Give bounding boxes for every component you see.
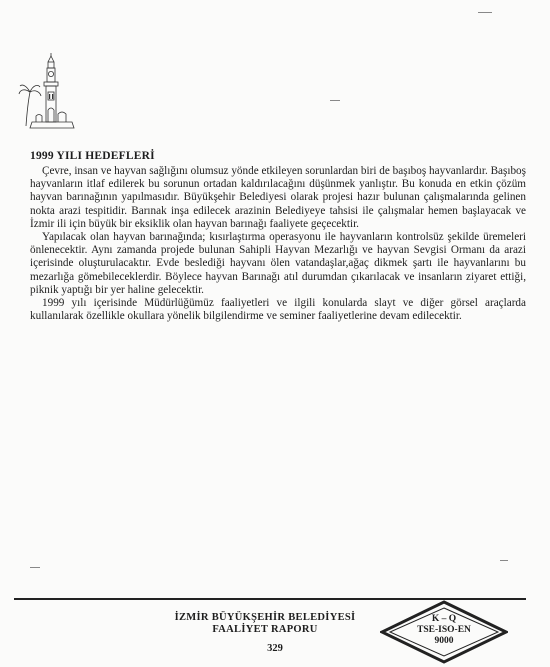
certificate-line-1: K – Q	[431, 614, 457, 624]
paragraph-3: 1999 yılı içerisinde Müdürlüğümüz faaliyetleri ve ilgili konularda slayt ve diğer görsel araçlarda kullanılarak özellikle okullara yönelik bilgilendirme ve seminer faaliyetlerine devam edilecektir.	[30, 297, 526, 323]
page-title: 1999 YILI HEDEFLERİ	[30, 150, 155, 162]
scan-speck	[478, 12, 492, 13]
page-number: 329	[267, 643, 283, 654]
footer-organization	[150, 612, 380, 636]
clock-tower-icon	[18, 52, 80, 130]
body-text	[30, 165, 526, 323]
paragraph-2: Yapılacak olan hayvan barınağında; kısırlaştırma operasyonu ile hayvanların kontrolsüz şekilde üremeleri önlenecektir. Aynı zamanda projede bulunan Sahipli Hayvan Mezarlığı ve hayvan Sevgisi Ormanı da arazi içerisinde oluşturulacaktır. Evde beslediği hayvanı ölen vatandaşlar,ağaç dikmek şartı ile hayvanlarını bu mezarlığa gömebileceklerdir. Böylece hayvan Barınağı atıl durumdan çıkarılacak ve insanların ziyaret ettiği, piknik yaptığı bir yer haline gelecektir.	[30, 231, 526, 296]
footer-org-name: İZMİR BÜYÜKŞEHİR BELEDİYESİ	[174, 612, 356, 623]
certificate-line-3: 9000	[434, 636, 454, 646]
certificate-text	[380, 614, 508, 647]
footer-report-name: FAALİYET RAPORU	[212, 624, 318, 635]
paragraph-1: Çevre, insan ve hayvan sağlığını olumsuz yönde etkileyen sorunlardan biri de başıboş hayvanlardır. Başıboş hayvanların itlaf edilerek bu sorunun ortadan kaldırılacağını düşünmek yanlıştır. Bu konuda en etkin çözüm hayvan barınağının yapılmasıdır. Büyükşehir Belediyesi olarak projesi hazır bulunan çalışmalarında gelinen nokta arazi tespitidir. Barınak inşa edilecek arazinin Belediyeye tahsisi ile çalışmalar hemen başlayacak ve İzmir ili için büyük bir eksiklik olan hayvan barınağı faaliyete geçecektir.	[30, 165, 526, 230]
scan-speck	[30, 567, 40, 568]
scan-speck	[330, 100, 340, 101]
scan-speck	[500, 560, 508, 561]
certificate-line-2: TSE-ISO-EN	[417, 625, 471, 635]
